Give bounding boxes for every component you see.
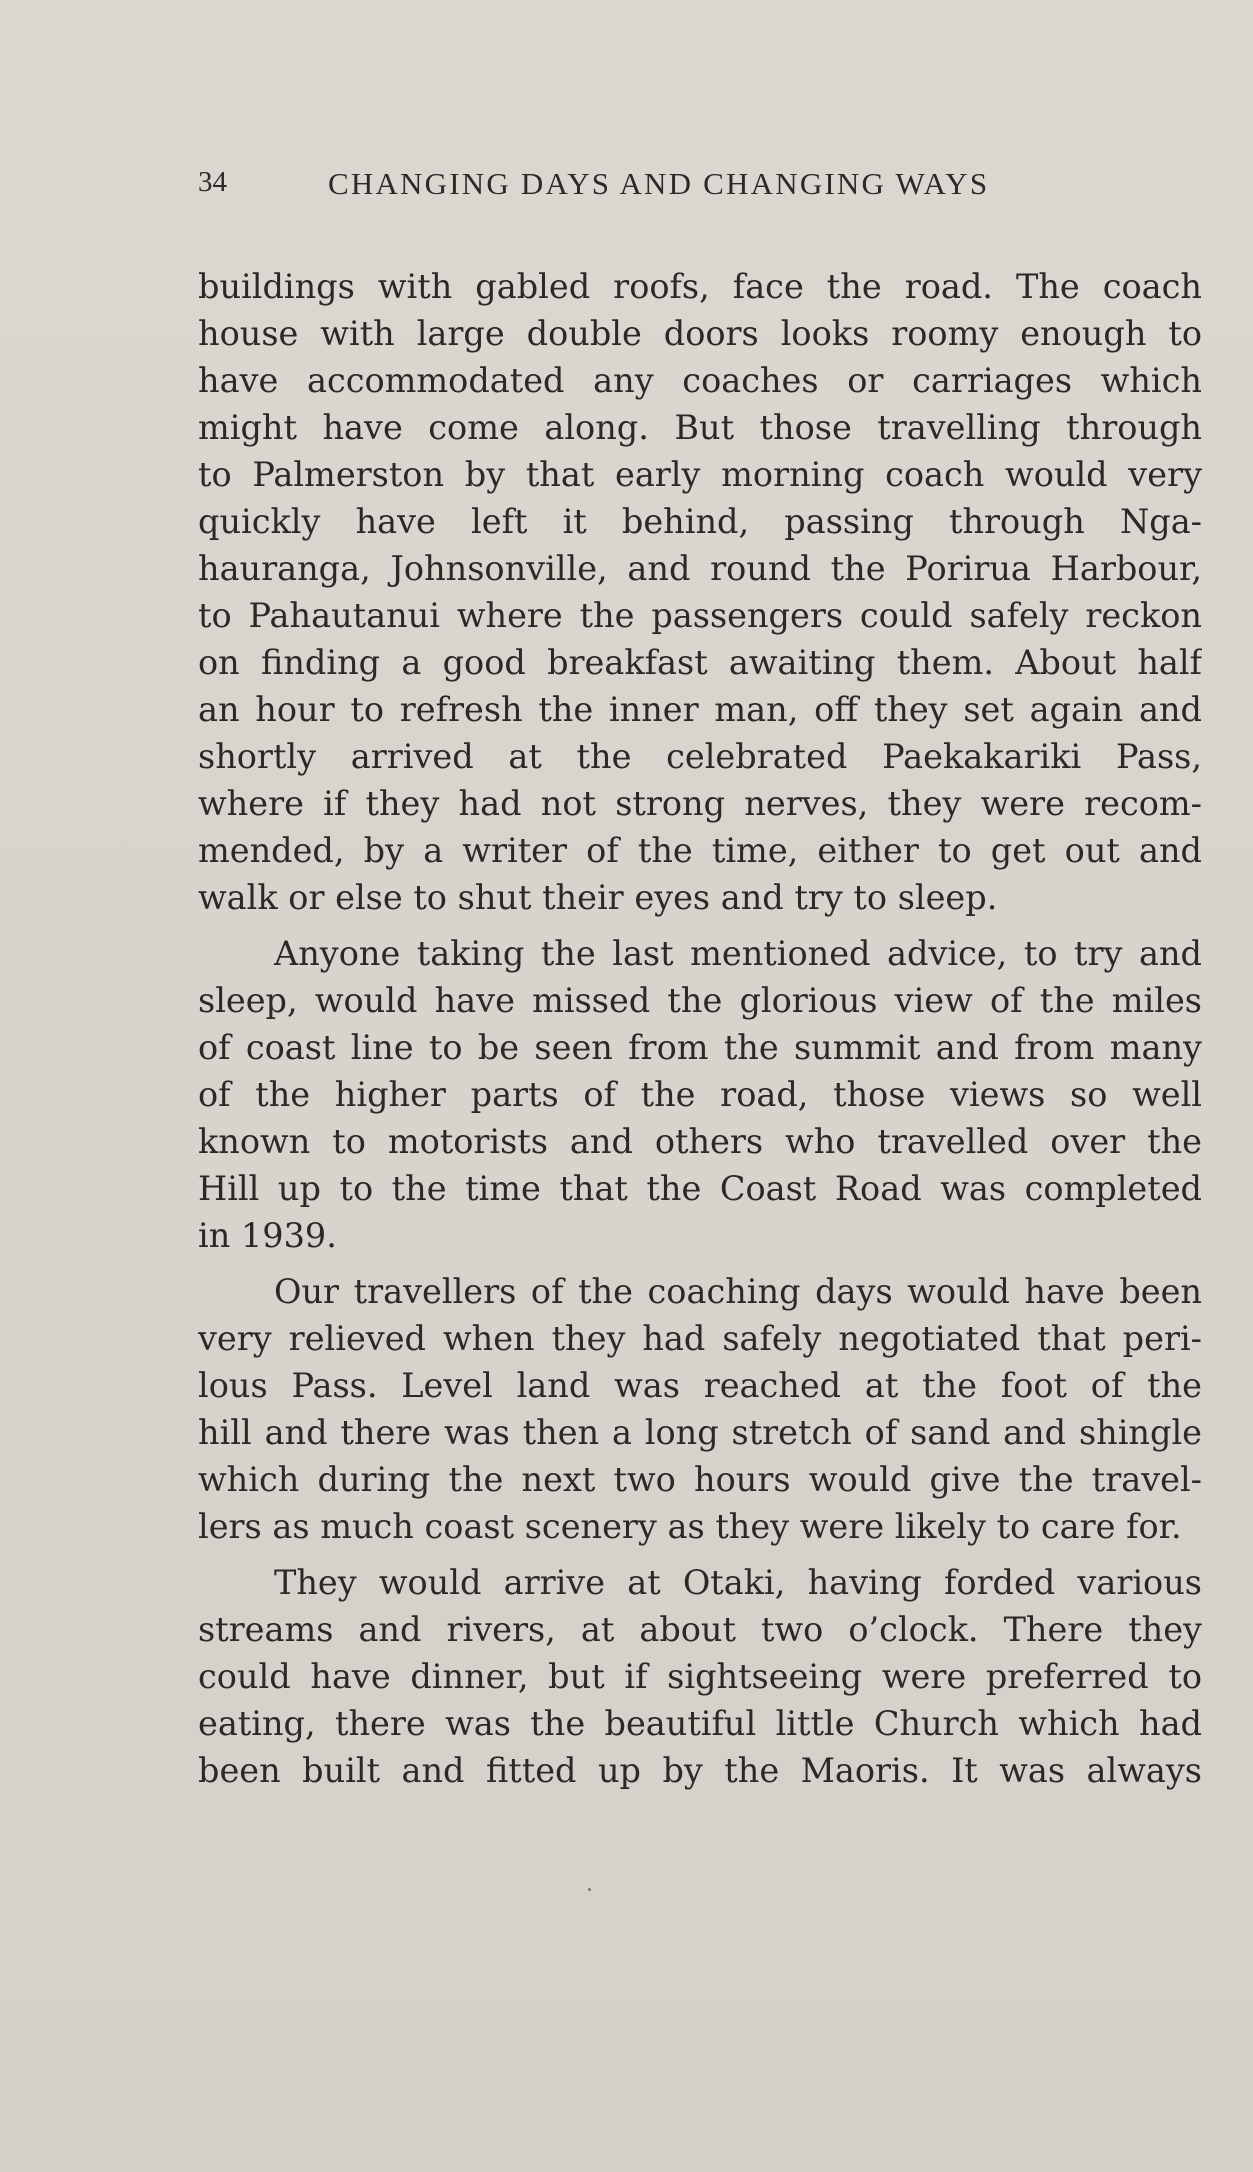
paragraph-3 <box>198 1268 1202 1550</box>
running-title: CHANGING DAYS AND CHANGING WAYS <box>328 166 990 201</box>
paper-speck <box>588 1888 591 1891</box>
text-line: where if they had not strong nerves, they were recom- <box>198 784 1202 823</box>
text-line: Anyone taking the last mentioned advice, to try and <box>274 934 1202 973</box>
text-line: in 1939. <box>198 1216 337 1255</box>
text-line: Hill up to the time that the Coast Road was completed <box>198 1169 1202 1208</box>
text-line: mended, by a writer of the time, either to get out and <box>198 831 1202 870</box>
running-head <box>198 166 1078 212</box>
text-line: They would arrive at Otaki, having forded various <box>274 1563 1202 1602</box>
text-line: Our travellers of the coaching days would have been <box>274 1272 1202 1311</box>
text-line: an hour to refresh the inner man, off they set again and <box>198 690 1202 729</box>
text-line: to Pahautanui where the passengers could safely reckon <box>198 596 1202 635</box>
text-line: lous Pass. Level land was reached at the foot of the <box>198 1366 1202 1405</box>
text-line: lers as much coast scenery as they were likely to care for. <box>198 1507 1182 1546</box>
text-line: house with large double doors looks roomy enough to <box>198 314 1202 353</box>
text-line: which during the next two hours would give the travel- <box>198 1460 1202 1499</box>
text-line: hauranga, Johnsonville, and round the Porirua Harbour, <box>198 549 1202 588</box>
text-line: been built and fitted up by the Maoris. It was always <box>198 1751 1202 1790</box>
text-line: to Palmerston by that early morning coach would very <box>198 455 1202 494</box>
text-line: hill and there was then a long stretch of sand and shingle <box>198 1413 1202 1452</box>
text-line: have accommodated any coaches or carriages which <box>198 361 1202 400</box>
text-line: of coast line to be seen from the summit and from many <box>198 1028 1202 1067</box>
text-line: of the higher parts of the road, those views so well <box>198 1075 1202 1114</box>
text-line: known to motorists and others who travelled over the <box>198 1122 1202 1161</box>
text-line: shortly arrived at the celebrated Paekakariki Pass, <box>198 737 1202 776</box>
page-number: 34 <box>198 166 227 198</box>
paragraph-1 <box>198 263 1202 921</box>
text-line: quickly have left it behind, passing through Nga- <box>198 502 1202 541</box>
text-line: might have come along. But those travelling through <box>198 408 1202 447</box>
paragraph-4 <box>198 1559 1202 1794</box>
text-line: streams and rivers, at about two o’clock. There they <box>198 1610 1202 1649</box>
text-line: very relieved when they had safely negotiated that peri- <box>198 1319 1202 1358</box>
text-line: walk or else to shut their eyes and try to sleep. <box>198 878 998 917</box>
text-line: buildings with gabled roofs, face the road. The coach <box>198 267 1202 306</box>
text-line: eating, there was the beautiful little Church which had <box>198 1704 1202 1743</box>
text-line: on finding a good breakfast awaiting them. About half <box>198 643 1202 682</box>
paragraph-2 <box>198 930 1202 1259</box>
text-line: sleep, would have missed the glorious view of the miles <box>198 981 1202 1020</box>
text-line: could have dinner, but if sightseeing were preferred to <box>198 1657 1202 1696</box>
body-text <box>198 263 1202 1803</box>
